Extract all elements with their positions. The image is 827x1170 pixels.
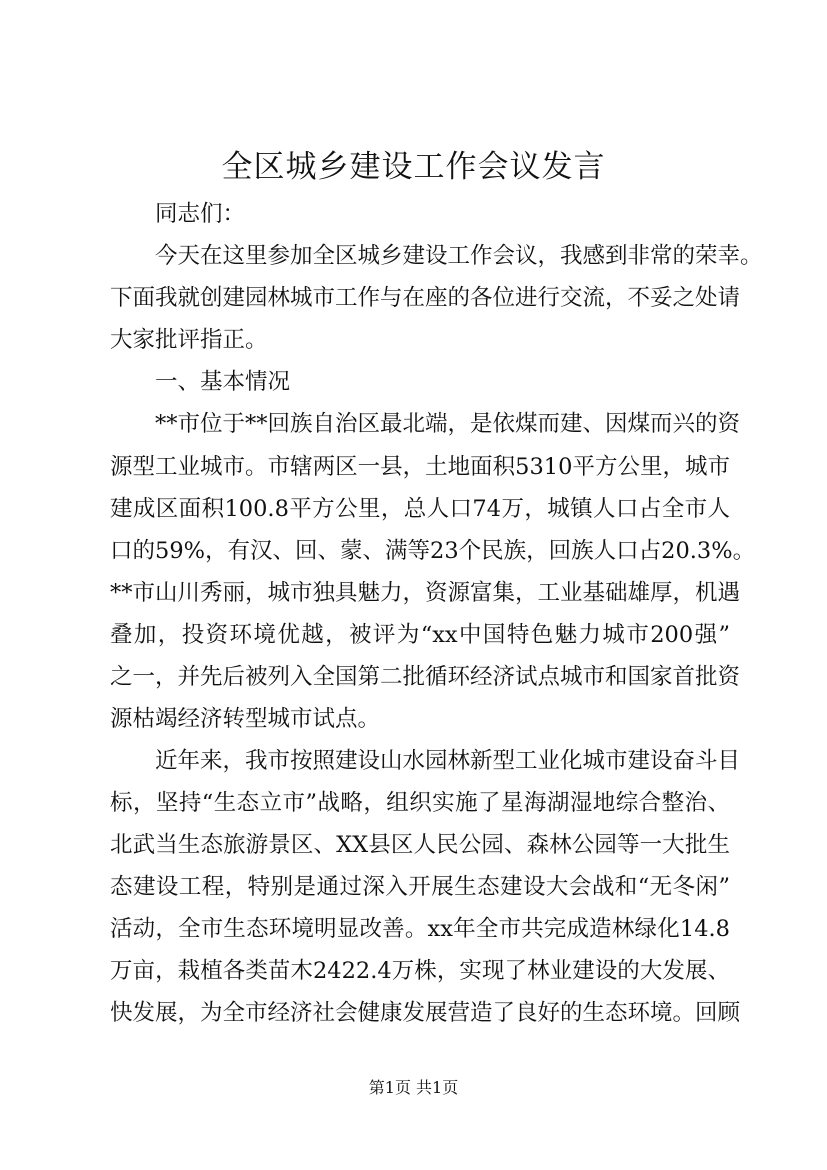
text-line: 源型工业城市。市辖两区一县，土地面积5310平方公里，城市 <box>110 454 730 480</box>
document-title: 全区城乡建设工作会议发言 <box>221 149 606 185</box>
text-line: 之一，并先后被列入全国第二批循环经济试点城市和国家首批资 <box>110 664 741 690</box>
text-line: 标，坚持“生态立市”战略，组织实施了星海湖湿地综合整治、 <box>110 790 730 816</box>
text-line: 下面我就创建园林城市工作与在座的各位进行交流，不妥之处请 <box>110 285 741 311</box>
text-line: 口的59%，有汉、回、蒙、满等23个民族，回族人口占20.3%。 <box>110 538 756 564</box>
text-line: 源枯竭经济转型城市试点。 <box>110 706 381 732</box>
text-line: **市位于**回族自治区最北端，是依煤而建、因煤而兴的资 <box>155 411 741 437</box>
text-line: 北武当生态旅游景区、XX县区人民公园、森林公园等一大批生 <box>110 832 730 858</box>
salutation-line: 同志们： <box>155 201 246 227</box>
section-heading: 一、基本情况 <box>155 369 291 395</box>
text-line: 大家批评指正。 <box>110 327 268 353</box>
text-line: 万亩，栽植各类苗木2422.4万株，实现了林业建设的大发展、 <box>110 958 730 984</box>
text-line: 建成区面积100.8平方公里，总人口74万，城镇人口占全市人 <box>110 496 730 522</box>
text-line: 今天在这里参加全区城乡建设工作会议，我感到非常的荣幸。 <box>155 243 763 269</box>
text-line: 快发展，为全市经济社会健康发展营造了良好的生态环境。回顾 <box>110 1000 741 1026</box>
text-line: 活动，全市生态环境明显改善。xx年全市共完成造林绿化14.8 <box>110 916 730 942</box>
text-line: **市山川秀丽，城市独具魅力，资源富集，工业基础雄厚，机遇 <box>110 580 741 606</box>
page-footer: 第1页 共1页 <box>368 1078 459 1097</box>
text-line: 态建设工程，特别是通过深入开展生态建设大会战和“无冬闲” <box>110 874 730 900</box>
text-line: 叠加，投资环境优越，被评为“xx中国特色魅力城市200强” <box>110 622 730 648</box>
text-line: 近年来，我市按照建设山水园林新型工业化城市建设奋斗目 <box>155 748 741 774</box>
